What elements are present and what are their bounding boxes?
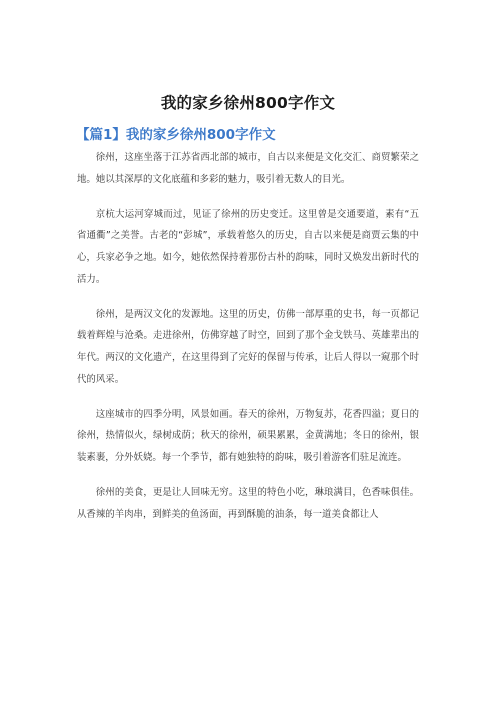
paragraph-3: 徐州，是两汉文化的发源地。这里的历史，仿佛一部厚重的史书，每一页都记载着辉煌与沧桑。走进徐州，仿佛穿越了时空，回到了那个金戈铁马、英雄辈出的年代。两汉的文化遗产，在这里得到了完好的保留与传承，让后人得以一窥那个时代的风采。 [77,308,419,385]
paragraph-5: 徐州的美食，更是让人回味无穷。这里的特色小吃，琳琅满目，色香味俱佳。从香辣的羊肉串，到鲜美的鱼汤面，再到酥脆的油条，每一道美食都让人 [77,487,419,520]
section-heading: 【篇1】我的家乡徐州800字作文 [76,127,276,143]
document-title: 我的家乡徐州800字作文 [160,94,336,112]
paragraph-4: 这座城市的四季分明，风景如画。春天的徐州，万物复苏，花香四溢；夏日的徐州，热情似火，绿树成荫；秋天的徐州，硕果累累，金黄满地；冬日的徐州，银装素裹，分外妖娆。每一个季节，都有她独特的韵味，吸引着游客们驻足流连。 [77,408,419,463]
paragraph-1: 徐州，这座坐落于江苏省西北部的城市，自古以来便是文化交汇、商贸繁荣之地。她以其深厚的文化底蕴和多彩的魅力，吸引着无数人的目光。 [77,152,419,185]
paragraph-2: 京杭大运河穿城而过，见证了徐州的历史变迁。这里曾是交通要道，素有“五省通衢”之美誉。古老的“彭城”，承载着悠久的历史，自古以来便是商贾云集的中心，兵家必争之地。如今，她依然保持着那份古朴的韵味，同时又焕发出新时代的活力。 [77,208,419,285]
